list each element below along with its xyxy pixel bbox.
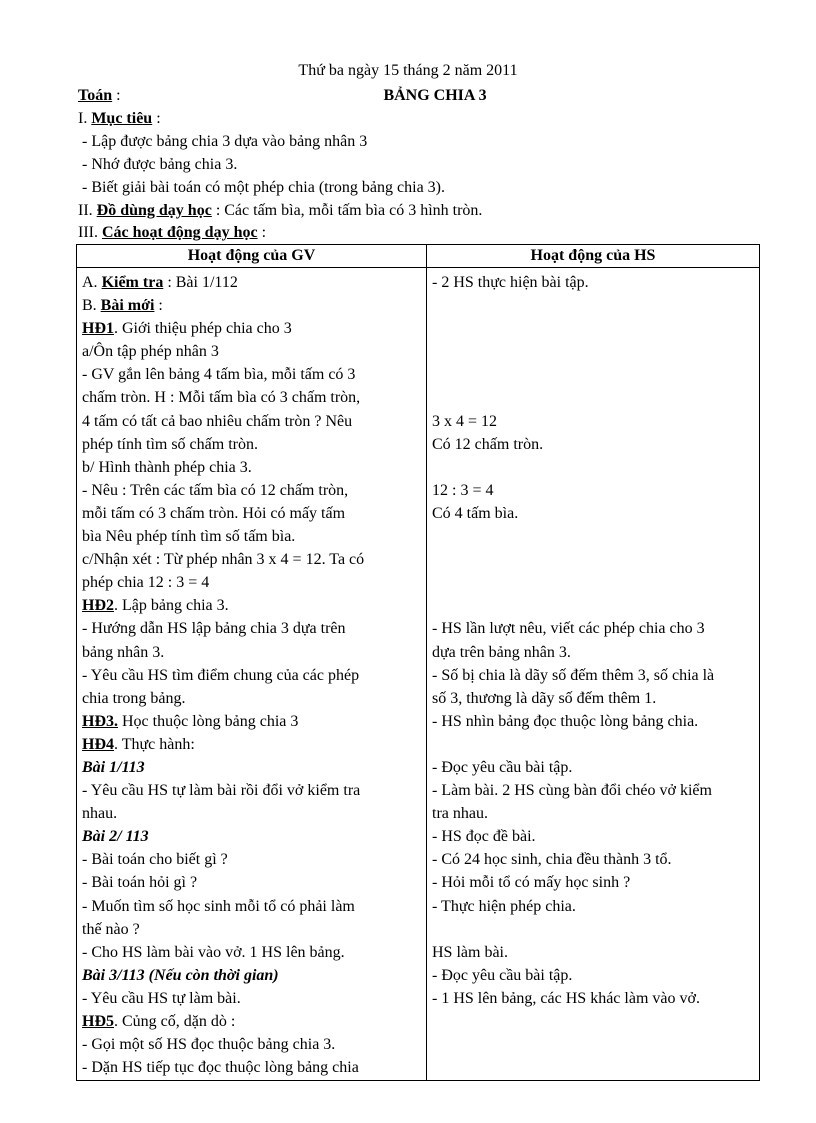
line-text: B. xyxy=(82,297,101,315)
line-text: - Bài toán hỏi gì ? xyxy=(82,874,198,892)
header-student-activities: Hoạt động của HS xyxy=(427,245,760,268)
student-activity-line xyxy=(432,456,754,479)
teacher-activity-line xyxy=(82,848,421,871)
teacher-activity-line xyxy=(82,363,421,386)
student-activity-line: - Đọc yêu cầu bài tập. xyxy=(432,758,573,776)
teacher-activity-line xyxy=(82,479,421,502)
student-activity-line: - Thực hiện phép chia. xyxy=(432,897,576,915)
line-text: thế nào ? xyxy=(82,920,140,938)
line-text: Bài mới xyxy=(100,297,155,315)
line-text: . Giới thiệu phép chia cho 3 xyxy=(114,320,292,338)
teacher-activity-line xyxy=(82,525,421,548)
line-text: bìa Nêu phép tính tìm số tấm bìa. xyxy=(82,528,296,546)
student-activity-line xyxy=(432,386,754,409)
teacher-activity-line xyxy=(82,456,421,479)
student-activity-line xyxy=(432,733,754,756)
line-text: - Yêu cầu HS tự làm bài rồi đổi vở kiểm tra xyxy=(82,782,361,800)
line-text: - Muốn tìm số học sinh mỗi tổ có phải làm xyxy=(82,897,355,915)
teacher-activity-line xyxy=(82,964,421,987)
line-text: Học thuộc lòng bảng chia 3 xyxy=(118,712,299,730)
line-text: - Cho HS làm bài vào vở. 1 HS lên bảng. xyxy=(82,943,345,961)
student-activity-line: - Đọc yêu cầu bài tập. xyxy=(432,966,573,984)
line-text: HĐ5 xyxy=(82,1013,114,1030)
student-activity-line: - HS nhìn bảng đọc thuộc lòng bảng chia. xyxy=(432,712,699,730)
line-text: mỗi tấm có 3 chấm tròn. Hỏi có mấy tấm xyxy=(82,504,346,522)
teacher-activity-line xyxy=(82,756,421,779)
student-activity-line: - Hỏi mỗi tổ có mấy học sinh ? xyxy=(432,874,631,892)
line-text: Bài 2/ 113 xyxy=(82,828,149,846)
line-text: chấm tròn. H : Mỗi tấm bìa có 3 chấm tròn, xyxy=(82,389,361,407)
section-materials-heading xyxy=(78,202,482,220)
teacher-activity-line xyxy=(82,386,421,409)
student-activity-line xyxy=(432,363,754,386)
activities-table xyxy=(76,244,760,1081)
line-text: nhau. xyxy=(82,805,118,823)
student-activity-line: - HS đọc đề bài. xyxy=(432,828,536,846)
teacher-activity-line xyxy=(82,987,421,1010)
student-activity-lines xyxy=(428,269,758,1010)
teacher-activity-line xyxy=(82,941,421,964)
line-text: - Nêu : Trên các tấm bìa có 12 chấm tròn, xyxy=(82,481,349,499)
student-activity-line: - Làm bài. 2 HS cùng bàn đổi chéo vở kiểm xyxy=(432,782,712,800)
subject-name: Toán xyxy=(78,87,113,104)
student-activity-line: - Có 24 học sinh, chia đều thành 3 tổ. xyxy=(432,851,672,869)
student-activity-line xyxy=(432,525,754,548)
teacher-activity-line xyxy=(82,294,421,317)
teacher-activity-line xyxy=(82,410,421,433)
section-number: III. xyxy=(78,224,102,241)
student-activity-line xyxy=(432,317,754,340)
student-activity-line: Có 4 tấm bìa. xyxy=(432,504,519,522)
line-text: A. xyxy=(82,274,102,291)
line-text: a/Ôn tập phép nhân 3 xyxy=(82,343,219,361)
teacher-activity-line xyxy=(82,502,421,525)
section-suffix: : xyxy=(257,224,267,241)
student-activity-line: dựa trên bảng nhân 3. xyxy=(432,643,571,661)
line-text: Bài 3/113 (Nếu còn thời gian) xyxy=(82,966,279,984)
student-activity-line: - Số bị chia là dãy số đếm thêm 3, số chia là xyxy=(432,666,715,684)
teacher-activity-lines xyxy=(78,269,425,1079)
objective-item: - Nhớ được bảng chia 3. xyxy=(82,156,238,173)
line-text: HĐ1 xyxy=(82,320,114,338)
line-text: . Thực hành: xyxy=(114,735,195,753)
line-text: - Bài toán cho biết gì ? xyxy=(82,851,228,869)
section-activities-heading xyxy=(78,224,266,242)
teacher-activity-line xyxy=(82,641,421,664)
section-number: I. xyxy=(78,110,92,127)
line-text: - Hướng dẫn HS lập bảng chia 3 dựa trên xyxy=(82,620,346,638)
line-text: - Yêu cầu HS tự làm bài. xyxy=(82,989,241,1007)
line-text: . Củng cố, dặn dò : xyxy=(114,1013,236,1030)
lesson-date: Thứ ba ngày 15 tháng 2 năm 2011 xyxy=(298,62,518,79)
lesson-title: BẢNG CHIA 3 xyxy=(383,87,487,104)
teacher-activity-line xyxy=(82,1056,421,1079)
teacher-activity-line xyxy=(82,594,421,617)
section-suffix: : Các tấm bìa, mỗi tấm bìa có 3 hình tròn. xyxy=(211,202,483,219)
teacher-activity-line xyxy=(82,664,421,687)
line-text: c/Nhận xét : Từ phép nhân 3 x 4 = 12. Ta có xyxy=(82,551,365,569)
teacher-activity-line xyxy=(82,687,421,710)
teacher-activity-line xyxy=(82,1033,421,1056)
teacher-activity-line xyxy=(82,895,421,918)
line-text: phép tính tìm số chấm tròn. xyxy=(82,435,258,453)
section-title: Các hoạt động dạy học xyxy=(101,224,258,241)
teacher-activity-line xyxy=(82,918,421,941)
student-activity-line: - HS lần lượt nêu, viết các phép chia cho 3 xyxy=(432,620,705,638)
teacher-activity-line xyxy=(82,433,421,456)
teacher-activity-line xyxy=(82,779,421,802)
student-activity-line: 3 x 4 = 12 xyxy=(432,412,498,430)
teacher-activity-line xyxy=(82,317,421,340)
line-text: : Bài 1/112 xyxy=(163,274,238,291)
line-text: Kiểm tra xyxy=(101,274,164,291)
student-activity-line: - 2 HS thực hiện bài tập. xyxy=(432,274,589,291)
line-text: phép chia 12 : 3 = 4 xyxy=(82,574,210,592)
student-activity-line: số 3, thương là dãy số đếm thêm 1. xyxy=(432,689,657,707)
line-text: HĐ2 xyxy=(82,597,114,615)
student-activity-line: Có 12 chấm tròn. xyxy=(432,435,544,453)
student-activity-line xyxy=(432,548,754,571)
line-text: . Lập bảng chia 3. xyxy=(114,597,229,615)
line-text: : xyxy=(154,297,163,315)
section-number: II. xyxy=(78,202,97,219)
line-text: b/ Hình thành phép chia 3. xyxy=(82,458,252,476)
teacher-activity-line xyxy=(82,802,421,825)
section-title: Mục tiêu xyxy=(91,110,153,127)
line-text: 4 tấm có tất cả bao nhiêu chấm tròn ? Nêu xyxy=(82,412,353,430)
teacher-activity-line xyxy=(82,271,421,294)
student-activity-line xyxy=(432,571,754,594)
line-text: chia trong bảng. xyxy=(82,689,186,707)
student-activity-line: 12 : 3 = 4 xyxy=(432,481,494,499)
teacher-activity-line xyxy=(82,710,421,733)
line-text: HĐ3. xyxy=(82,712,118,730)
student-activity-line xyxy=(432,340,754,363)
student-activity-line xyxy=(432,594,754,617)
student-activity-line xyxy=(432,294,754,317)
teacher-column xyxy=(77,268,427,1081)
student-activity-line: - 1 HS lên bảng, các HS khác làm vào vở. xyxy=(432,989,700,1007)
objective-item: - Lập được bảng chia 3 dựa vào bảng nhân 3 xyxy=(82,133,368,150)
line-text: - Gọi một số HS đọc thuộc bảng chia 3. xyxy=(82,1036,336,1054)
teacher-activity-line xyxy=(82,733,421,756)
student-column xyxy=(427,268,760,1081)
teacher-activity-line xyxy=(82,617,421,640)
line-text: Bài 1/113 xyxy=(82,758,145,776)
student-activity-line: tra nhau. xyxy=(432,805,488,823)
teacher-activity-line xyxy=(82,1010,421,1033)
table-row xyxy=(77,268,760,1081)
line-text: HĐ4 xyxy=(82,735,114,753)
objective-item: - Biết giải bài toán có một phép chia (trong bảng chia 3). xyxy=(82,179,445,196)
subject-suffix: : xyxy=(112,87,121,104)
line-text: bảng nhân 3. xyxy=(82,643,165,661)
teacher-activity-line xyxy=(82,340,421,363)
section-suffix: : xyxy=(152,110,161,127)
teacher-activity-line xyxy=(82,548,421,571)
student-activity-line: HS làm bài. xyxy=(432,943,508,961)
line-text: - GV gắn lên bảng 4 tấm bìa, mỗi tấm có 3 xyxy=(82,366,356,384)
teacher-activity-line xyxy=(82,571,421,594)
table-header-row xyxy=(77,245,760,268)
header-teacher-activities: Hoạt động của GV xyxy=(77,245,427,268)
line-text: - Yêu cầu HS tìm điểm chung của các phép xyxy=(82,666,360,684)
teacher-activity-line xyxy=(82,825,421,848)
line-text: - Dặn HS tiếp tục đọc thuộc lòng bảng chia xyxy=(82,1059,359,1077)
section-objectives-heading xyxy=(78,110,161,128)
teacher-activity-line xyxy=(82,871,421,894)
student-activity-line xyxy=(432,918,754,941)
section-title: Đồ dùng dạy học xyxy=(96,202,212,219)
